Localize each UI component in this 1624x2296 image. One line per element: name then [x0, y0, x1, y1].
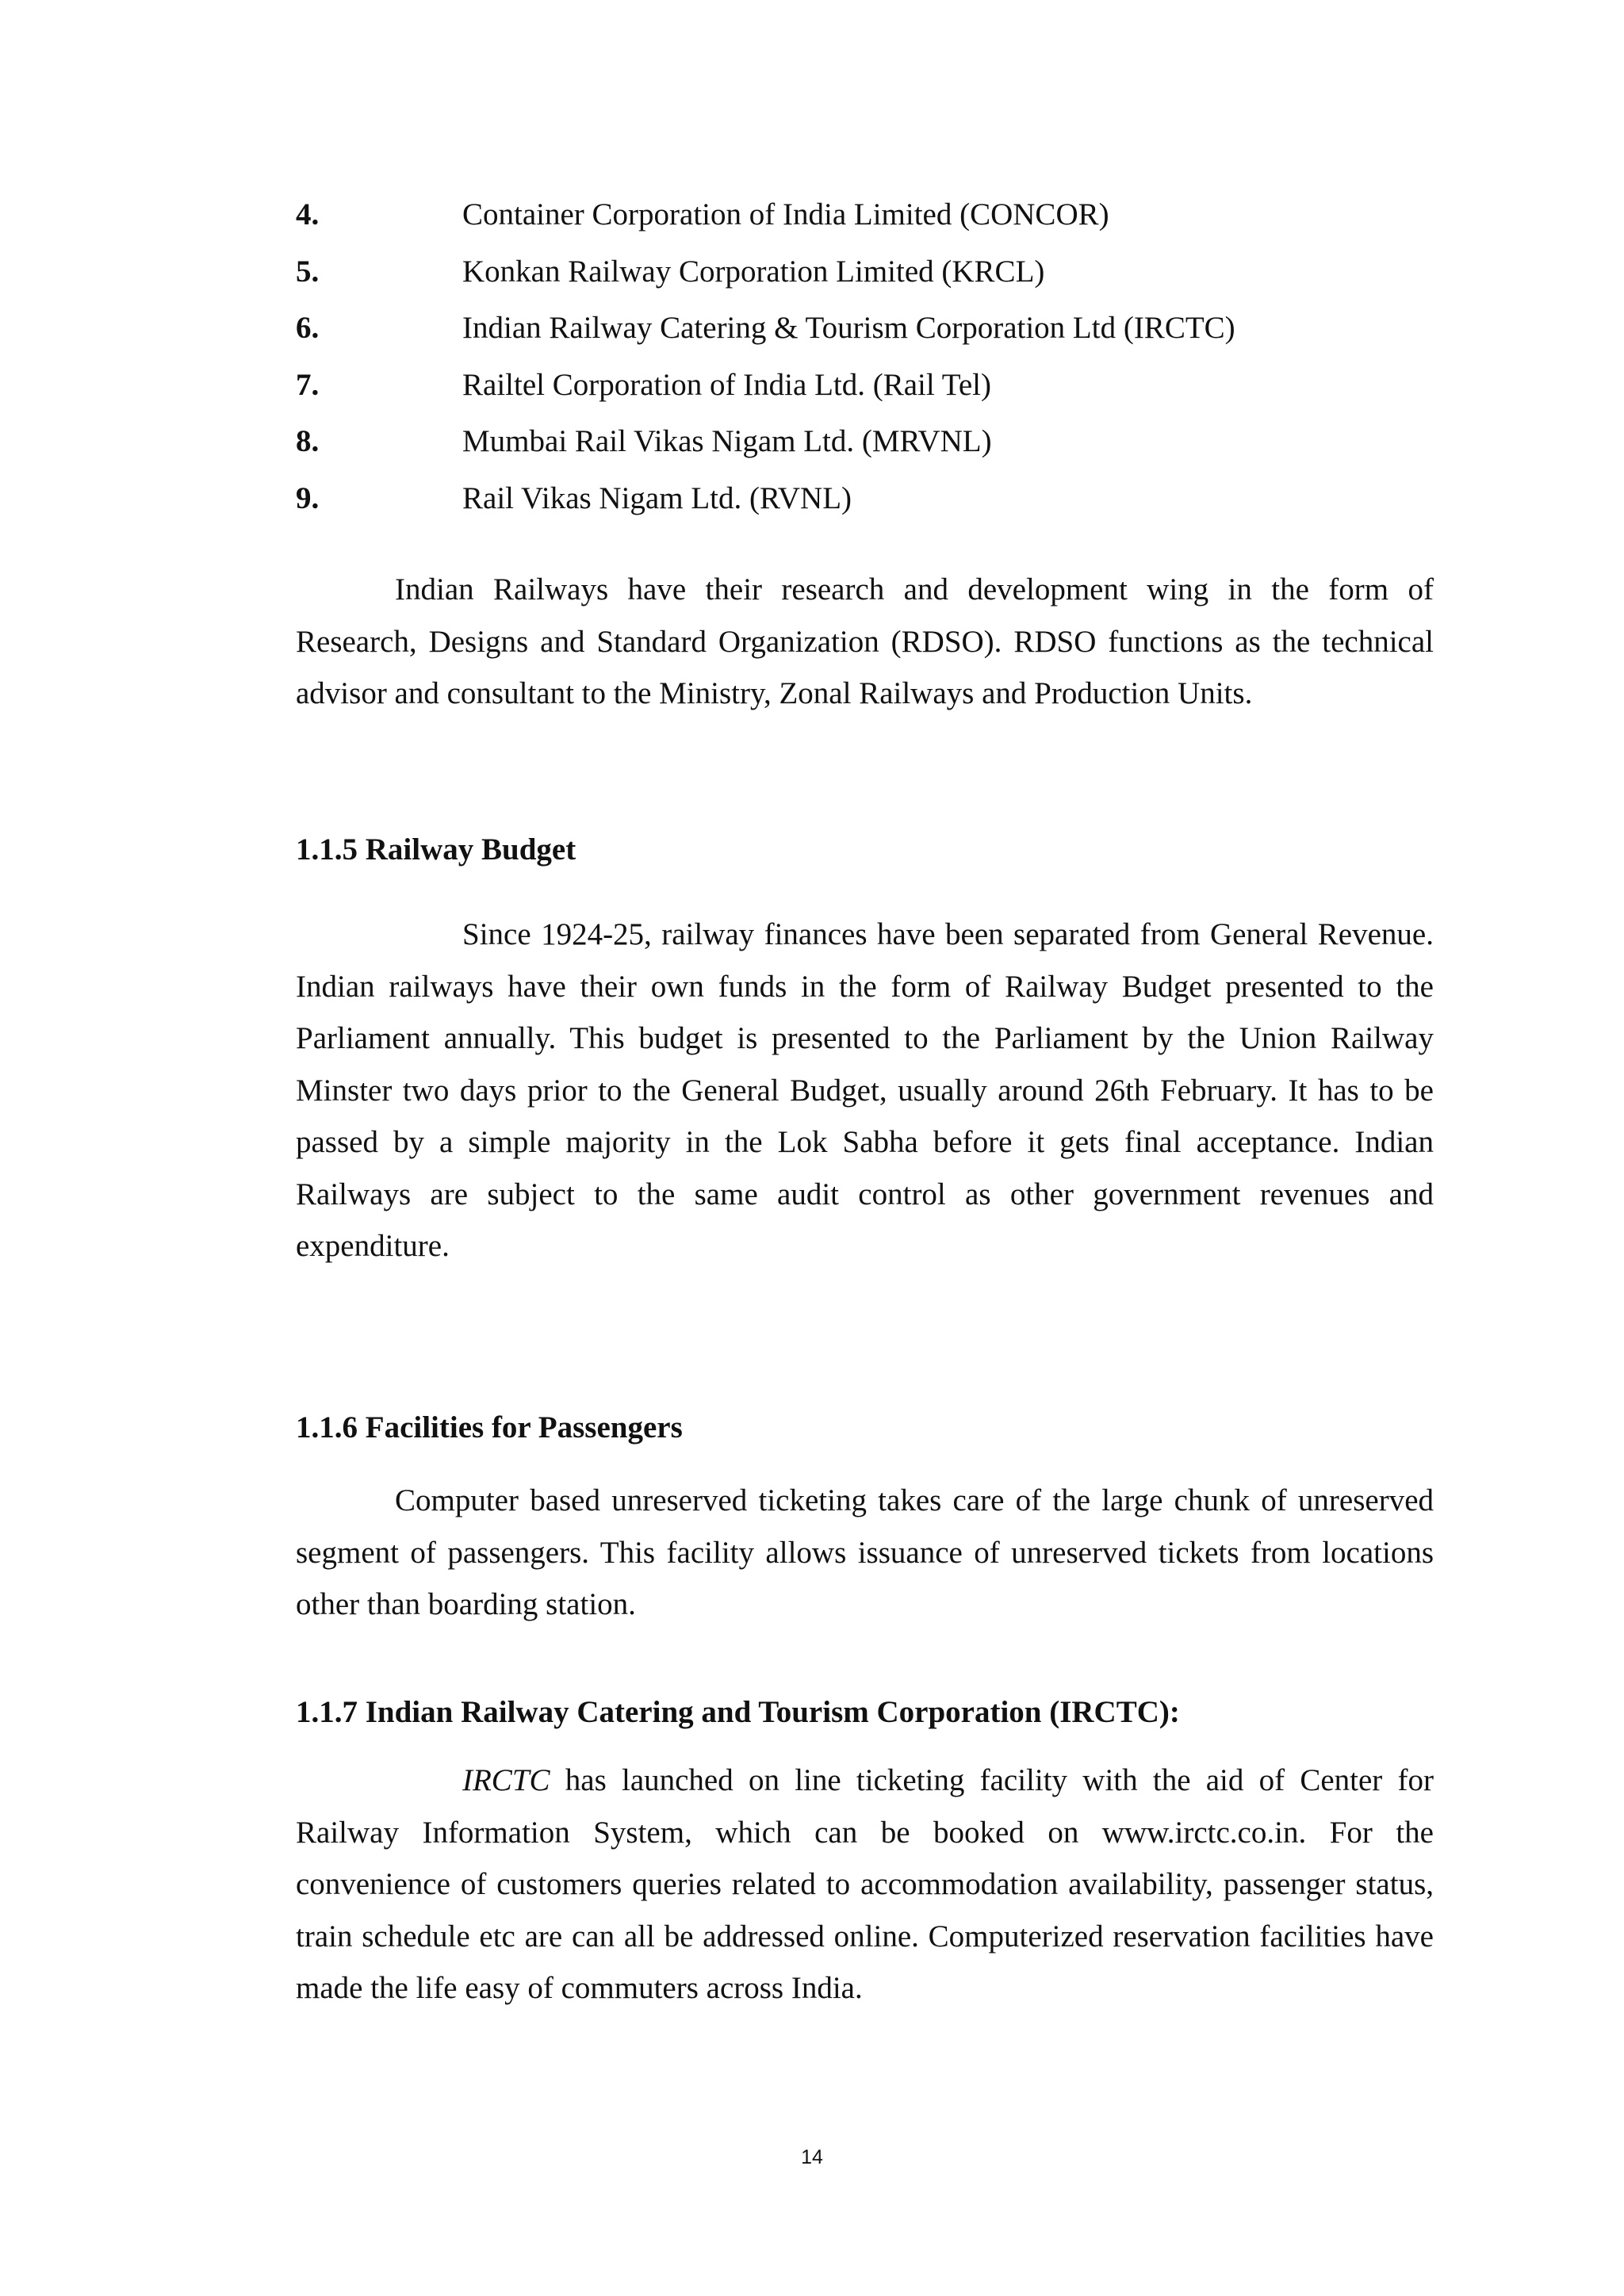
list-item-text: Mumbai Rail Vikas Nigam Ltd. (MRVNL) — [462, 424, 992, 458]
irctc-paragraph-text: has launched on line ticketing facility with the aid of Center for Railway Information System, which can be booked on www.irctc.co.in. For the convenience of customers queries related to accommodation availability, passenger status, train schedule etc are can all be addressed online. Computerized reservation facilities have made the life easy of commuters across India. — [296, 1763, 1434, 2005]
organization-list — [296, 195, 1446, 535]
list-item — [296, 308, 1446, 365]
page-number: 14 — [801, 2146, 823, 2168]
list-item-text: Container Corporation of India Limited (CONCOR) — [462, 197, 1109, 232]
list-item — [296, 195, 1446, 252]
list-item-text: Indian Railway Catering & Tourism Corporation Ltd (IRCTC) — [462, 311, 1235, 345]
facilities-paragraph: Computer based unreserved ticketing takes care of the large chunk of unreserved segment of passengers. This facility allows issuance of unreserved tickets from locations other than boarding station. — [296, 1483, 1434, 1621]
list-item-number: 9. — [296, 480, 320, 515]
list-item-number: 6. — [296, 311, 320, 345]
list-item — [296, 479, 1446, 536]
list-item-text: Rail Vikas Nigam Ltd. (RVNL) — [462, 480, 852, 515]
list-item-number: 8. — [296, 424, 320, 458]
irctc-italic-term: IRCTC — [462, 1763, 550, 1797]
list-item-text: Railtel Corporation of India Ltd. (Rail Tel) — [462, 367, 991, 402]
list-item — [296, 365, 1446, 423]
section-heading-facilities: 1.1.6 Facilities for Passengers — [296, 1410, 683, 1445]
railway-budget-paragraph: Since 1924-25, railway finances have been separated from General Revenue. Indian railways have their own funds in the form of Railway Budget presented to the Parliament annually. This budget is presented to the Parliament by the Union Railway Minster two days prior to the General Budget, usually around 26th February. It has to be passed by a simple majority in the Lok Sabha before it gets final acceptance. Indian Railways are subject to the same audit control as other government revenues and expenditure. — [296, 917, 1434, 1263]
list-item-number: 4. — [296, 197, 320, 232]
rdso-paragraph: Indian Railways have their research and development wing in the form of Research, Designs and Standard Organization (RDSO). RDSO functions as the technical advisor and consultant to the Ministry, Zonal Railways and Production Units. — [296, 572, 1434, 710]
section-heading-railway-budget: 1.1.5 Railway Budget — [296, 832, 576, 867]
list-item — [296, 252, 1446, 309]
list-item-number: 7. — [296, 367, 320, 402]
section-heading-irctc: 1.1.7 Indian Railway Catering and Tourism Corporation (IRCTC): — [296, 1695, 1180, 1729]
irctc-paragraph — [296, 1755, 1434, 2015]
list-item — [296, 422, 1446, 479]
list-item-number: 5. — [296, 254, 320, 289]
list-item-text: Konkan Railway Corporation Limited (KRCL) — [462, 254, 1045, 289]
